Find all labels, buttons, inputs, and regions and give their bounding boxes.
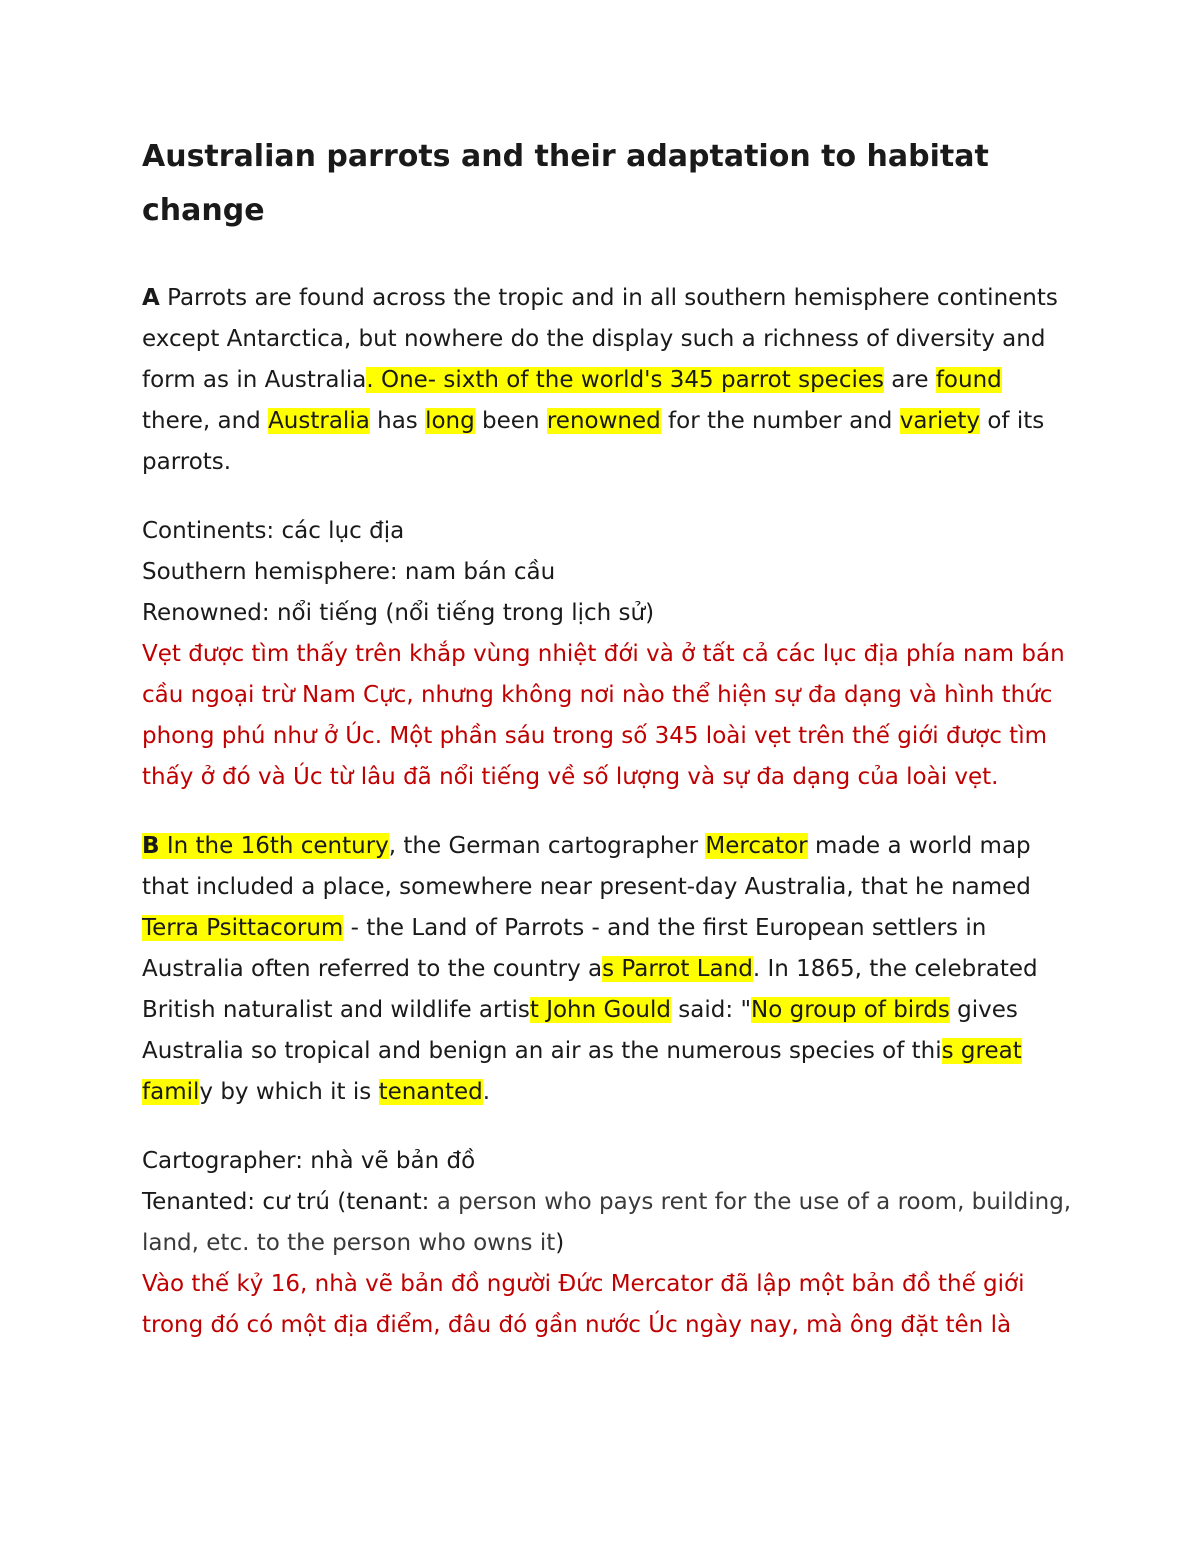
highlight: . One- sixth of the world's 345 parrot species <box>366 367 884 393</box>
highlight: No group of birds <box>751 997 950 1023</box>
text-run: Parrots are found across the tropic and in all southern hemisphere continents except Antarctica, but nowhere do the display such a richness of diversity and form as in Australia <box>142 285 1058 393</box>
text-run: are <box>884 367 936 393</box>
text-run: said: " <box>671 997 752 1023</box>
text-run: y by which it is <box>199 1079 379 1105</box>
text-run: of its parrots. <box>142 408 1045 475</box>
highlight: t John Gould <box>529 997 671 1023</box>
highlight: s Parrot Land <box>602 956 753 982</box>
highlight: s great famil <box>142 1038 1022 1105</box>
glossary-line: Continents: các lục địa <box>142 518 405 544</box>
highlight: variety <box>899 408 981 434</box>
definition-text: a person who pays rent for the use of a room, building, land, etc. to the person who owns it <box>142 1189 1072 1256</box>
text-run: for the number and <box>660 408 900 434</box>
document-body <box>142 130 1072 1374</box>
glossary-line <box>142 1182 1072 1264</box>
glossary-line: Southern hemisphere: nam bán cầu <box>142 559 556 585</box>
section-b-letter: B <box>142 833 160 859</box>
text-run: - the Land of Parrots - and the first European settlers in Australia often referred to the country a <box>142 915 987 982</box>
document-title: Australian parrots and their adaptation to habitat change <box>142 139 989 228</box>
section-a-notes <box>142 511 1072 798</box>
section-a-paragraph <box>142 278 1072 483</box>
translation-a: Vẹt được tìm thấy trên khắp vùng nhiệt đới và ở tất cả các lục địa phía nam bán cầu ngoại trừ Nam Cực, nhưng không nơi nào thể hiện sự đa dạng và hình thức phong phú như ở Úc. Một phần sáu trong số 345 loài vẹt trên thế giới được tìm thấy ở đó và Úc từ lâu đã nổi tiếng về số lượng và sự đa dạng của loài vẹt. <box>142 641 1065 790</box>
highlight: found <box>935 367 1002 393</box>
section-a-letter: A <box>142 285 160 311</box>
text-run: , the German cartographer <box>388 833 706 859</box>
section-b-notes <box>142 1141 1072 1346</box>
text-run: been <box>474 408 547 434</box>
glossary-line: Cartographer: nhà vẽ bản đồ <box>142 1148 476 1174</box>
text-run: . In 1865, the celebrated British naturalist and wildlife artis <box>142 956 1038 1023</box>
text-run: gives Australia so tropical and benign an air as the numerous species of thi <box>142 997 1018 1064</box>
text-run: has <box>369 408 426 434</box>
text-run: there, and <box>142 408 269 434</box>
highlight: Terra Psittacorum <box>142 915 344 941</box>
text-run: made a world map that included a place, somewhere near present-day Australia, that he named <box>142 833 1031 900</box>
highlight: Australia <box>268 408 370 434</box>
translation-b: Vào thế kỷ 16, nhà vẽ bản đồ người Đức Mercator đã lập một bản đồ thế giới trong đó có một địa điểm, đâu đó gần nước Úc ngày nay, mà ông đặt tên là <box>142 1271 1025 1338</box>
text-run: . <box>482 1079 491 1105</box>
highlight: tenanted <box>378 1079 483 1105</box>
section-b-paragraph <box>142 826 1072 1113</box>
text-run: ) <box>555 1230 565 1256</box>
highlight: B In the 16th century <box>142 833 389 859</box>
highlight: renowned <box>546 408 661 434</box>
glossary-line: Renowned: nổi tiếng (nổi tiếng trong lịch sử) <box>142 600 655 626</box>
highlight: Mercator <box>705 833 808 859</box>
text-run: Tenanted: cư trú (tenant: <box>142 1189 437 1215</box>
highlight: long <box>425 408 475 434</box>
